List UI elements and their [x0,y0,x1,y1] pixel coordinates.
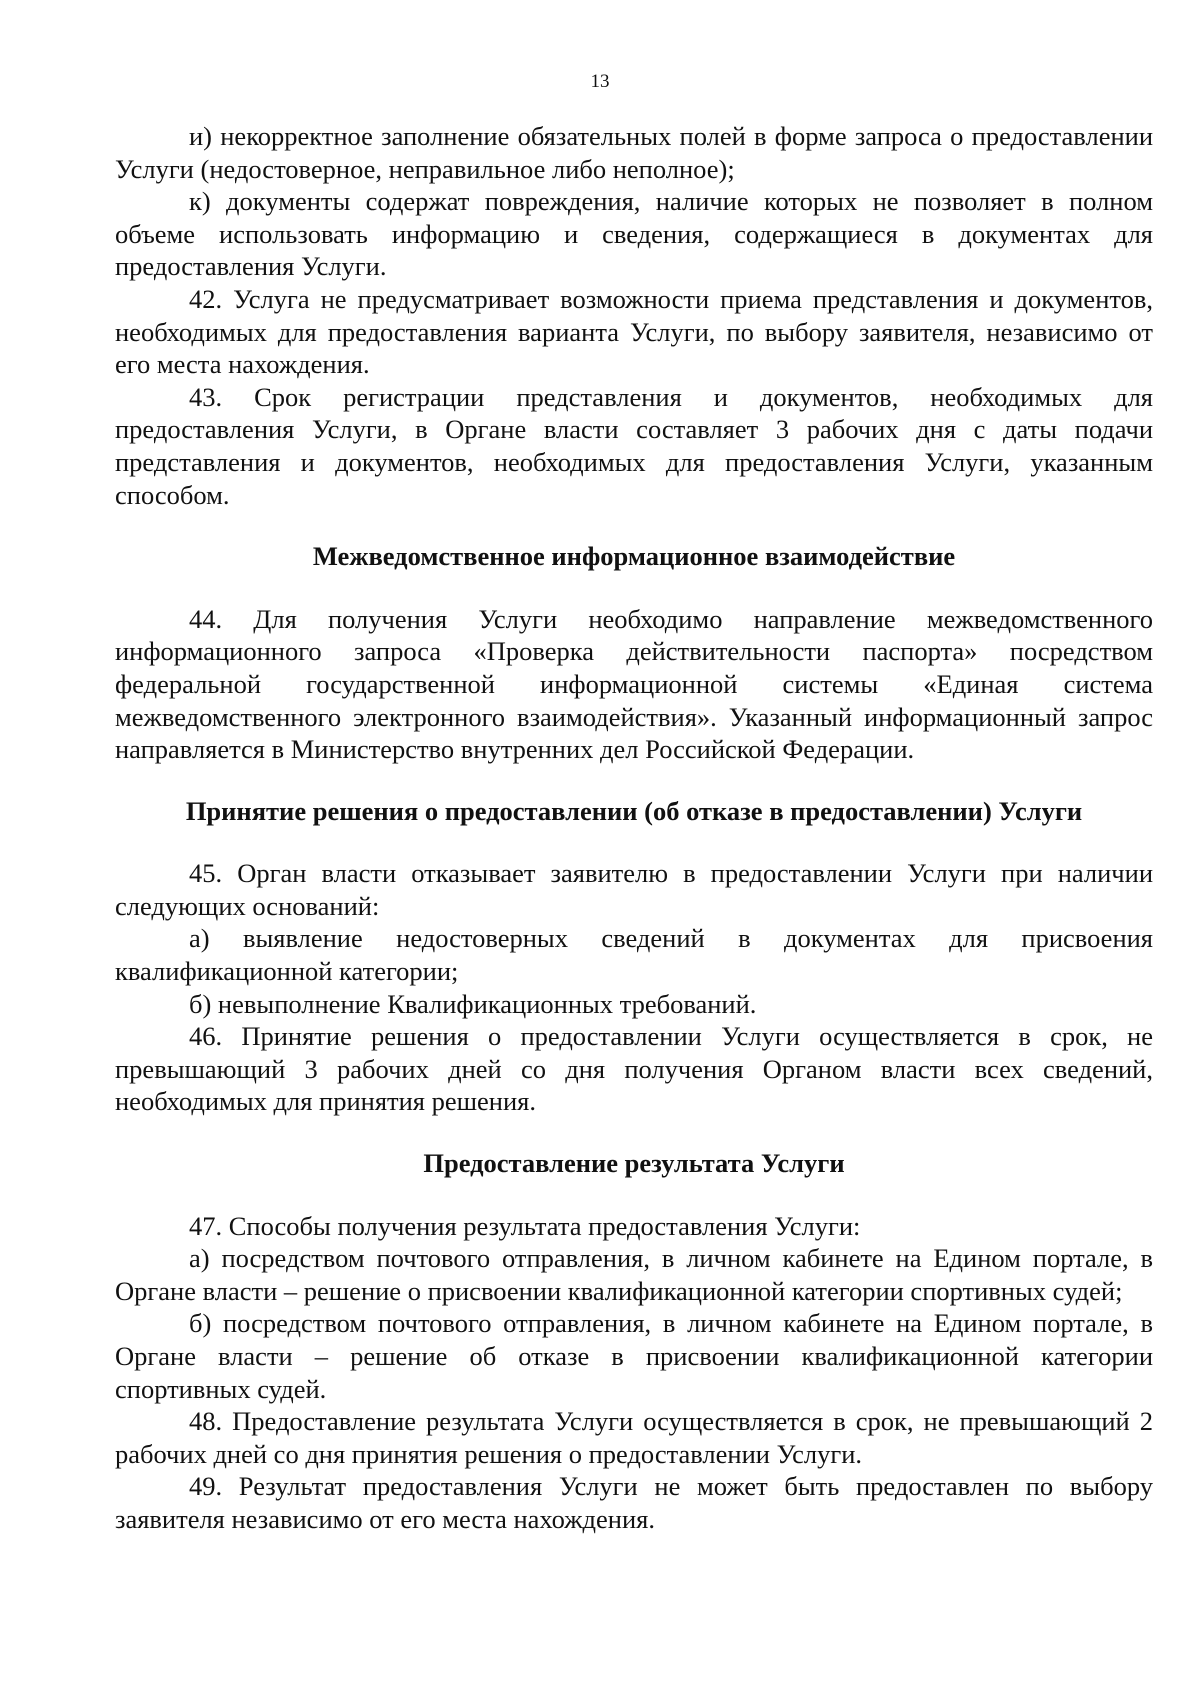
paragraph-44: 44. Для получения Услуги необходимо направление межведомственного информационного запроса «Проверка действительности паспорта» посредством федеральной государственной информационной системы «Единая система межведомственного электронного взаимодействия». Указанный информационный запрос направляется в Министерство внутренних дел Российской Федерации. [115,603,1153,765]
paragraph-46: 46. Принятие решения о предоставлении Услуги осуществляется в срок, не превышающий 3 рабочих дней со дня получения Органом власти всех сведений, необходимых для принятия решения. [115,1021,1153,1117]
page-number: 13 [590,71,610,92]
document-body [115,120,1153,1536]
paragraph-47-b: б) посредством почтового отправления, в личном кабинете на Едином портале, в Органе власти – решение об отказе в присвоении квалификационной категории спортивных судей. [115,1308,1153,1404]
section-heading-result: Предоставление результата Услуги [423,1148,845,1179]
section-heading-interagency: Межведомственное информационное взаимодействие [312,541,956,572]
paragraph-item-i: и) некорректное заполнение обязательных полей в форме запроса о предоставлении Услуги (недостоверное, неправильное либо неполное); [115,121,1153,184]
paragraph-47: 47. Способы получения результата предоставления Услуги: [189,1210,861,1241]
section-heading-decision: Принятие решения о предоставлении (об отказе в предоставлении) Услуги [185,795,1083,826]
paragraph-item-k: к) документы содержат повреждения, наличие которых не позволяет в полном объеме использовать информацию и сведения, содержащиеся в документах для предоставления Услуги. [115,186,1153,282]
paragraph-45-a: а) выявление недостоверных сведений в документах для присвоения квалификационной категории; [115,923,1153,987]
paragraph-45: 45. Орган власти отказывает заявителю в предоставлении Услуги при наличии следующих оснований: [115,858,1153,921]
paragraph-43: 43. Срок регистрации представления и документов, необходимых для предоставления Услуги, в Органе власти составляет 3 рабочих дня с даты подачи представления и документов, необходимых для предоставления Услуги, указанным способом. [115,381,1153,510]
paragraph-45-b: б) невыполнение Квалификационных требований. [189,988,757,1019]
paragraph-48: 48. Предоставление результата Услуги осуществляется в срок, не превышающий 2 рабочих дней со дня принятия решения о предоставлении Услуги. [115,1406,1153,1469]
paragraph-42: 42. Услуга не предусматривает возможности приема представления и документов, необходимых для предоставления варианта Услуги, по выбору заявителя, независимо от его места нахождения. [115,283,1153,380]
paragraph-49: 49. Результат предоставления Услуги не может быть предоставлен по выбору заявителя независимо от его места нахождения. [115,1471,1153,1534]
paragraph-47-a: а) посредством почтового отправления, в личном кабинете на Едином портале, в Органе власти – решение о присвоении квалификационной категории спортивных судей; [115,1243,1153,1306]
